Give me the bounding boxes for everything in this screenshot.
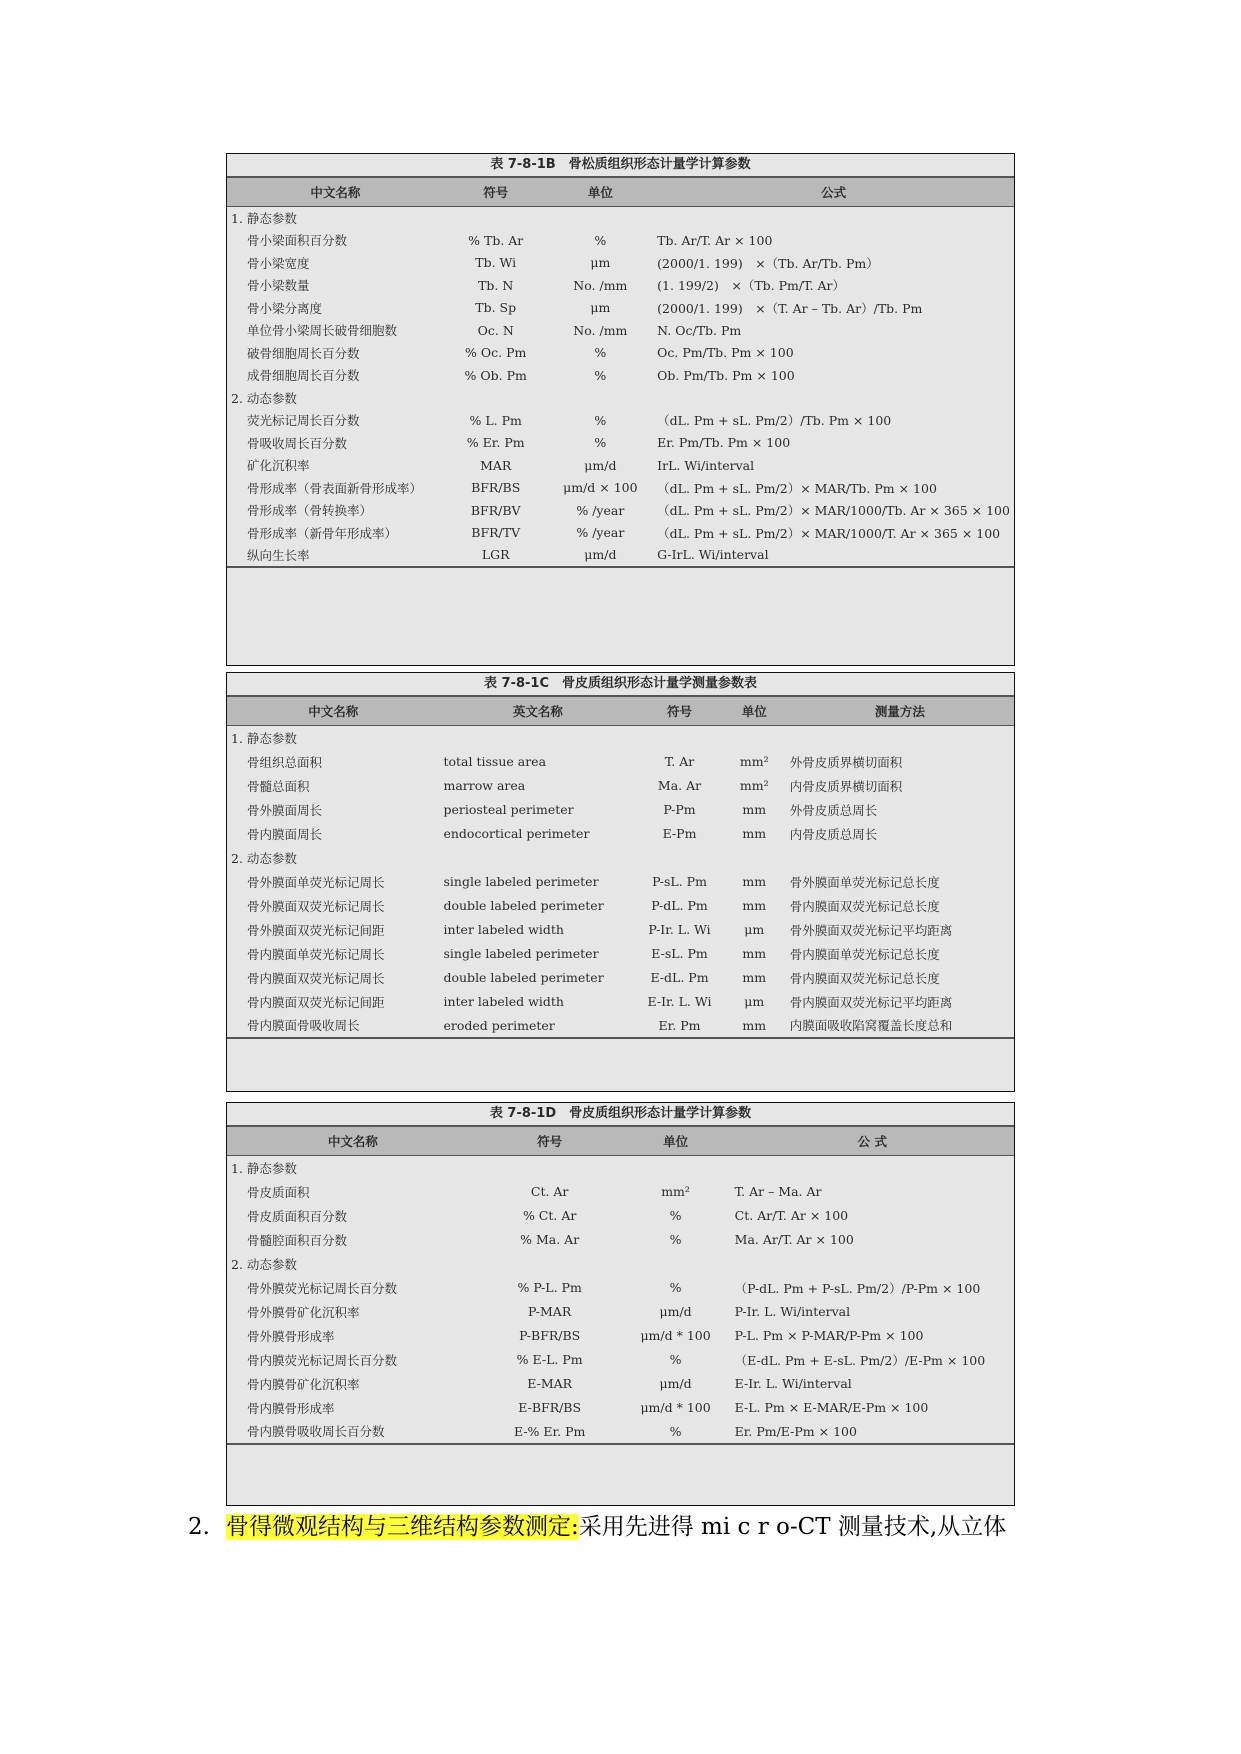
table-cell: inter labeled width	[443, 994, 564, 1009]
table-cell: mm	[742, 874, 767, 889]
table-cell: % P-L. Pm	[517, 1280, 582, 1295]
table-row	[227, 1276, 1014, 1300]
table-cell: %	[594, 412, 607, 428]
table-row	[227, 342, 1014, 365]
table-cell: Tb. Wi	[475, 255, 517, 271]
table-b	[227, 176, 1014, 568]
table-row	[227, 1228, 1014, 1252]
table-cell: 骨内膜骨矿化沉积率	[247, 1376, 360, 1392]
table-cell: 骨小梁数量	[247, 278, 310, 294]
table-cell: Oc. N	[477, 322, 514, 338]
table-cell: （dL. Pm + sL. Pm/2）× MAR/1000/T. Ar × 365 × 100	[657, 525, 1001, 541]
table-cell: No. /mm	[573, 322, 628, 338]
table-cell: BFR/BS	[471, 480, 521, 496]
table-cell: %	[594, 345, 607, 361]
table-cell: 骨组织总面积	[247, 754, 323, 770]
table-cell: Er. Pm	[636, 1014, 723, 1038]
table-cell: E-sL. Pm	[651, 946, 708, 961]
table-cell: inter labeled width	[443, 922, 564, 937]
table-cell: eroded perimeter	[439, 1014, 636, 1038]
table-row	[227, 1324, 1014, 1348]
table-d-caption: 表 7-8-1D 骨皮质组织形态计量学计算参数	[489, 1106, 752, 1121]
table-cell: 骨内膜面双荧光标记间距	[247, 994, 385, 1010]
column-header: 符号	[444, 177, 548, 207]
table-cell: total tissue area	[443, 754, 547, 769]
table-cell: marrow area	[443, 778, 526, 793]
column-header: 测量方法	[786, 696, 1014, 726]
table-cell: 骨形成率（新骨年形成率）	[247, 525, 398, 541]
table-cell: 成骨细胞周长百分数	[247, 368, 360, 384]
table-cell: μm	[590, 255, 611, 271]
table-cell: 内骨皮质总周长	[789, 826, 878, 842]
table-cell: Tb. Sp	[475, 300, 517, 316]
table-row	[227, 798, 1014, 822]
table-cell: %	[594, 367, 607, 383]
table-cell: 骨皮质面积	[247, 1184, 310, 1200]
table-cell: E-MAR	[527, 1376, 573, 1391]
table-row	[227, 966, 1014, 990]
section-title: 2. 动态参数	[231, 1256, 297, 1272]
table-cell: P-Pm	[663, 802, 696, 817]
table-row	[227, 409, 1014, 432]
table-cell: 骨外膜面双荧光标记平均距离	[789, 922, 953, 938]
table-cell: μm	[590, 300, 611, 316]
table-row	[227, 870, 1014, 894]
table-cell: μm/d	[584, 457, 617, 473]
table-cell: MAR	[480, 457, 512, 473]
table-cell: （dL. Pm + sL. Pm/2）/Tb. Pm × 100	[657, 413, 892, 429]
table-cell: 骨小梁宽度	[247, 255, 310, 271]
table-cell: mm	[742, 826, 767, 841]
table-cell: %	[669, 1280, 682, 1295]
table-cell: double labeled perimeter	[443, 898, 604, 913]
table-cell: E-Ir. L. Wi	[647, 994, 712, 1009]
table-cell: μm/d	[659, 1376, 692, 1391]
table-cell: 骨外膜荧光标记周长百分数	[247, 1280, 398, 1296]
table-cell: BFR/TV	[471, 525, 521, 541]
table-cell: IrL. Wi/interval	[657, 457, 755, 473]
table-cell: E-BFR/BS	[518, 1400, 582, 1415]
table-cell: μm/d * 100	[640, 1328, 711, 1343]
table-cell: P-Ir. L. Wi/interval	[734, 1304, 851, 1319]
table-c	[227, 695, 1014, 1039]
table-b-photo	[226, 153, 1015, 666]
table-row	[227, 1300, 1014, 1324]
table-row	[227, 1204, 1014, 1228]
table-cell: Oc. Pm/Tb. Pm × 100	[657, 345, 794, 361]
table-cell: μm/d × 100	[563, 480, 638, 496]
table-cell: μm	[744, 922, 765, 937]
table-cell: 骨内膜面双荧光标记周长	[247, 970, 385, 986]
table-cell: μm/d	[659, 1304, 692, 1319]
table-cell: 骨外膜面周长	[247, 802, 323, 818]
table-row	[227, 1372, 1014, 1396]
column-header: 中文名称	[227, 1126, 479, 1156]
table-cell: （E-dL. Pm + E-sL. Pm/2）/E-Pm × 100	[734, 1352, 986, 1368]
table-cell: 荧光标记周长百分数	[247, 413, 360, 429]
table-cell: 纵向生长率	[227, 544, 444, 567]
table-cell: % E-L. Pm	[516, 1352, 583, 1367]
table-cell: %	[620, 1420, 730, 1444]
table-cell: mm	[723, 1014, 786, 1038]
table-row	[227, 822, 1014, 846]
column-header: 英文名称	[439, 696, 636, 726]
table-cell: 单位骨小梁周长破骨细胞数	[247, 323, 398, 339]
table-cell: (2000/1. 199) ×（Tb. Ar/Tb. Pm）	[657, 255, 879, 271]
table-row	[227, 990, 1014, 1014]
table-cell: % Ct. Ar	[522, 1208, 577, 1223]
table-row	[227, 297, 1014, 320]
table-cell: 骨皮质面积百分数	[247, 1208, 348, 1224]
table-b-caption: 表 7-8-1B 骨松质组织形态计量学计算参数	[490, 157, 751, 172]
table-cell: 骨外膜面双荧光标记周长	[247, 898, 385, 914]
table-cell: % Tb. Ar	[468, 232, 524, 248]
table-cell: 骨内膜荧光标记周长百分数	[247, 1352, 398, 1368]
table-cell: 骨内膜面单荧光标记周长	[247, 946, 385, 962]
table-row	[227, 432, 1014, 455]
table-cell: Tb. Ar/T. Ar × 100	[657, 232, 773, 248]
table-cell: 外骨皮质总周长	[789, 802, 878, 818]
table-row	[227, 274, 1014, 297]
table-cell: 骨内膜面单荧光标记总长度	[789, 946, 940, 962]
table-row	[227, 774, 1014, 798]
table-cell: (2000/1. 199) ×（T. Ar – Tb. Ar）/Tb. Pm	[657, 300, 923, 316]
table-cell: % Oc. Pm	[465, 345, 527, 361]
column-header: 单位	[548, 177, 654, 207]
table-cell: （dL. Pm + sL. Pm/2）× MAR/1000/Tb. Ar × 365 × 100	[657, 503, 1010, 519]
table-cell: E-dL. Pm	[650, 970, 709, 985]
table-cell: Ob. Pm/Tb. Pm × 100	[657, 367, 795, 383]
table-cell: 骨外膜面单荧光标记总长度	[789, 874, 940, 890]
column-header: 符号	[636, 696, 723, 726]
table-cell: （dL. Pm + sL. Pm/2）× MAR/Tb. Pm × 100	[657, 480, 937, 496]
table-cell: （P-dL. Pm + P-sL. Pm/2）/P-Pm × 100	[734, 1280, 981, 1296]
table-row	[227, 894, 1014, 918]
table-cell: %	[594, 435, 607, 451]
table-cell: 骨形成率（骨表面新骨形成率）	[247, 480, 423, 496]
table-cell: (1. 199/2) ×（Tb. Pm/T. Ar）	[657, 278, 846, 294]
section-title: 2. 动态参数	[231, 850, 297, 866]
table-d-photo	[226, 1102, 1015, 1506]
table-cell: 骨吸收周长百分数	[247, 435, 348, 451]
table-cell: 骨内膜骨形成率	[247, 1400, 335, 1416]
column-header: 单位	[620, 1126, 730, 1156]
table-cell: %	[669, 1352, 682, 1367]
table-cell: μm/d * 100	[640, 1400, 711, 1415]
table-cell: LGR	[444, 544, 548, 567]
table-cell: 破骨细胞周长百分数	[247, 345, 360, 361]
table-cell: %	[669, 1232, 682, 1247]
table-row	[227, 252, 1014, 275]
table-cell: single labeled perimeter	[443, 946, 599, 961]
table-cell: Er. Pm/Tb. Pm × 100	[657, 435, 791, 451]
table-cell: %	[669, 1208, 682, 1223]
column-header: 公 式	[731, 1126, 1014, 1156]
table-cell: % Er. Pm	[466, 435, 525, 451]
table-cell: mm	[742, 970, 767, 985]
table-cell: Ma. Ar	[657, 778, 702, 793]
table-cell: 骨小梁分离度	[247, 300, 323, 316]
table-cell: N. Oc/Tb. Pm	[657, 322, 742, 338]
table-cell: 骨外膜骨矿化沉积率	[247, 1304, 360, 1320]
table-row	[227, 750, 1014, 774]
table-row	[227, 229, 1014, 252]
table-cell: 骨内膜骨吸收周长百分数	[227, 1420, 479, 1444]
table-cell: 骨外膜面单荧光标记周长	[247, 874, 385, 890]
table-row	[227, 1014, 1014, 1038]
column-header: 符号	[479, 1126, 621, 1156]
table-row	[227, 522, 1014, 545]
table-cell: mm	[742, 802, 767, 817]
table-c-caption: 表 7-8-1C 骨皮质组织形态计量学测量参数表	[484, 676, 757, 691]
table-cell: P-sL. Pm	[652, 874, 707, 889]
table-cell: BFR/BV	[470, 502, 521, 518]
table-row	[227, 918, 1014, 942]
paragraph-text: 采用先进得 mi c r o-CT 测量技术,从立体	[578, 1514, 1007, 1540]
table-cell: mm²	[739, 778, 769, 793]
table-row	[227, 454, 1014, 477]
table-cell: 矿化沉积率	[247, 458, 310, 474]
table-row	[227, 942, 1014, 966]
table-cell: Ct. Ar	[530, 1184, 569, 1199]
table-cell: P-L. Pm × P-MAR/P-Pm × 100	[734, 1328, 924, 1343]
section-title: 1. 静态参数	[231, 1160, 297, 1176]
table-cell: % L. Pm	[469, 412, 522, 428]
table-cell: mm²	[661, 1184, 690, 1199]
table-row	[227, 499, 1014, 522]
table-cell: 骨外膜骨形成率	[247, 1328, 335, 1344]
table-cell: periosteal perimeter	[443, 802, 574, 817]
table-cell: 外骨皮质界横切面积	[789, 754, 903, 770]
table-cell: 骨外膜面双荧光标记间距	[247, 922, 385, 938]
column-header: 中文名称	[227, 696, 439, 726]
table-cell: 骨髓总面积	[247, 778, 310, 794]
column-header: 中文名称	[227, 177, 444, 207]
table-cell: Tb. N	[478, 277, 514, 293]
table-cell: Ct. Ar/T. Ar × 100	[734, 1208, 849, 1223]
table-cell: % /year	[576, 525, 625, 541]
table-cell: 内骨皮质界横切面积	[789, 778, 903, 794]
table-cell: % Ma. Ar	[520, 1232, 580, 1247]
table-cell: mm²	[739, 754, 769, 769]
column-header: 公式	[653, 177, 1014, 207]
table-cell: 骨内膜面周长	[247, 826, 323, 842]
table-cell: μm/d	[548, 544, 654, 567]
section-title: 2. 动态参数	[231, 390, 297, 406]
table-cell: Er. Pm/E-Pm × 100	[731, 1420, 1014, 1444]
table-cell: mm	[742, 946, 767, 961]
table-cell: G-IrL. Wi/interval	[653, 544, 1014, 567]
column-header: 单位	[723, 696, 786, 726]
table-cell: 骨内膜面骨吸收周长	[227, 1014, 439, 1038]
table-c-photo	[226, 672, 1015, 1092]
table-cell: 骨内膜面双荧光标记总长度	[789, 898, 940, 914]
table-cell: No. /mm	[573, 277, 628, 293]
table-cell: 骨形成率（骨转换率）	[247, 503, 373, 519]
section-title: 1. 静态参数	[231, 730, 297, 746]
body-paragraph	[188, 1508, 1006, 1541]
table-cell: P-MAR	[528, 1304, 572, 1319]
table-cell: μm	[744, 994, 765, 1009]
table-cell: 骨内膜面双荧光标记总长度	[789, 970, 940, 986]
table-row	[227, 1396, 1014, 1420]
table-row	[227, 319, 1014, 342]
table-cell: %	[594, 232, 607, 248]
table-row	[227, 477, 1014, 500]
table-cell: P-BFR/BS	[519, 1328, 581, 1343]
table-cell: 骨小梁面积百分数	[247, 233, 348, 249]
table-row	[227, 1348, 1014, 1372]
table-row	[227, 1180, 1014, 1204]
section-title: 1. 静态参数	[231, 211, 297, 226]
table-cell: 内膜面吸收陷窝覆盖长度总和	[786, 1014, 1014, 1038]
table-cell: mm	[742, 898, 767, 913]
table-cell: E-Ir. L. Wi/interval	[734, 1376, 852, 1391]
table-cell: E-% Er. Pm	[479, 1420, 621, 1444]
table-cell: 骨内膜面双荧光标记平均距离	[789, 994, 953, 1010]
table-cell: P-Ir. L. Wi	[648, 922, 711, 937]
table-cell: Ma. Ar/T. Ar × 100	[734, 1232, 854, 1247]
table-d	[227, 1125, 1014, 1445]
table-cell: T. Ar	[664, 754, 695, 769]
table-row	[227, 364, 1014, 387]
table-cell: % Ob. Pm	[464, 367, 527, 383]
table-row	[227, 1420, 1014, 1444]
table-cell: E-Pm	[662, 826, 697, 841]
table-cell: endocortical perimeter	[443, 826, 590, 841]
table-row	[227, 544, 1014, 567]
table-cell: double labeled perimeter	[443, 970, 604, 985]
table-cell: P-dL. Pm	[651, 898, 708, 913]
table-cell: single labeled perimeter	[443, 874, 599, 889]
table-cell: T. Ar – Ma. Ar	[734, 1184, 822, 1199]
table-cell: % /year	[576, 502, 625, 518]
highlighted-heading: 骨得微观结构与三维结构参数测定:	[226, 1514, 579, 1540]
table-cell: E-L. Pm × E-MAR/E-Pm × 100	[734, 1400, 929, 1415]
table-cell: 骨髓腔面积百分数	[247, 1232, 348, 1248]
list-number: 2.	[188, 1514, 210, 1540]
